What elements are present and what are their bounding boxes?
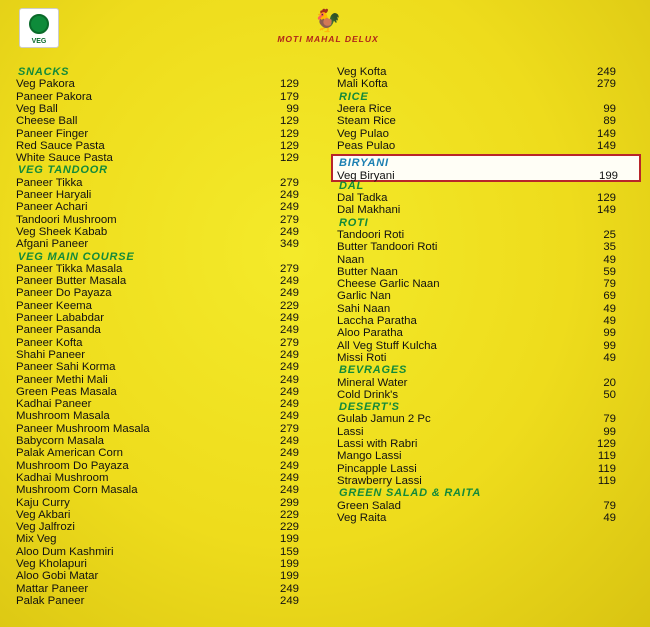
menu-item-name: Butter Naan [337,265,398,278]
menu-item-price: 249 [279,594,299,607]
menu-item-name: Garlic Nan [337,290,391,303]
menu-item-price: 199 [598,170,618,182]
menu-item-price: 249 [279,189,299,201]
category-heading: DESERT'S [339,401,400,414]
menu-item-price: 199 [279,570,299,583]
menu-item-name: Paneer Haryali [16,189,92,201]
menu-item-price: 79 [603,499,616,512]
menu-item-name: Kadhai Paneer [16,398,92,411]
menu-item-price: 279 [279,422,299,435]
menu-item-price: 119 [597,462,616,475]
menu-item-price: 149 [596,139,616,152]
menu-item-name: Veg Akbari [16,508,71,521]
menu-item-price: 249 [279,312,299,324]
menu-item-price: 129 [279,78,299,91]
menu-item-name: Lassi with Rabri [337,438,418,450]
menu-item-name: Red Sauce Pasta [16,139,105,152]
menu-item-name: Babycorn Masala [16,435,105,447]
category-heading: BIRYANI [339,157,389,169]
brand-header [258,9,398,44]
menu-item-name: Peas Pulao [337,139,396,152]
menu-item-price: 99 [603,425,616,438]
menu-item-name: Shahi Paneer [16,348,86,361]
menu-item-price: 99 [286,102,299,115]
menu-item-name: Laccha Paratha [337,315,417,327]
menu-item-name: Paneer Kofta [16,336,83,349]
menu-item-price: 249 [279,348,299,361]
menu-item-name: Paneer Do Payaza [16,287,112,300]
menu-item-price: 199 [279,558,299,570]
menu-item-price: 59 [603,265,616,278]
menu-item-name: Veg Pulao [337,127,389,140]
menu-item-name: Tandoori Mushroom [16,213,117,226]
menu-item-price: 20 [603,376,616,389]
menu-item-price: 249 [279,385,299,398]
menu-item-price: 35 [603,241,616,254]
menu-item-price: 99 [603,102,616,115]
menu-item-name: Paneer Keema [16,299,92,312]
menu-item-name: Aloo Gobi Matar [16,570,99,583]
menu-item-name: Veg Ball [16,102,58,115]
menu-item-price: 99 [603,327,616,340]
menu-item-name: Paneer Tikka [16,176,83,189]
menu-item-price: 279 [279,176,299,189]
category-heading: VEG TANDOOR [18,164,108,177]
menu-item-price: 249 [279,361,299,374]
menu-item-price: 49 [603,351,616,364]
biryani-highlight-box [331,154,641,182]
menu-item-name: Pincapple Lassi [337,462,417,475]
menu-item-price: 49 [603,302,616,315]
menu-item-price: 249 [279,373,299,386]
menu-item-name: Kaju Curry [16,496,70,509]
menu-item-name: Palak Paneer [16,594,85,607]
menu-item-price: 299 [279,496,299,509]
menu-item-name: Gulab Jamun 2 Pc [337,413,431,426]
menu-item-name: Mineral Water [337,376,408,389]
menu-item-name: Mushroom Corn Masala [16,484,138,497]
menu-item-name: White Sauce Pasta [16,152,113,165]
menu-item-name: Lassi [337,425,364,438]
menu-item-name: Paneer Butter Masala [16,275,127,288]
menu-item-price: 249 [279,459,299,472]
menu-item-price: 249 [279,324,299,337]
menu-item-name: Veg Raita [337,511,387,524]
menu-item-name: Kadhai Mushroom [16,471,109,484]
menu-item-price: 249 [279,398,299,411]
menu-item-name: Cold Drink's [337,388,399,401]
menu-item-price: 79 [603,278,616,291]
menu-item-price: 279 [279,336,299,349]
menu-item-price: 229 [279,508,299,521]
menu-item-price: 79 [603,413,616,426]
menu-item-name: Missi Roti [337,351,387,364]
menu-item-price: 249 [279,410,299,423]
menu-item-price: 25 [603,228,616,241]
menu-item-name: Aloo Paratha [337,327,403,340]
menu-item-price: 249 [279,484,299,497]
menu-item-name: Veg Pakora [16,78,75,91]
menu-item-price: 50 [603,388,616,401]
menu-item-name: Paneer Mushroom Masala [16,422,150,435]
menu-item-name: Green Salad [337,499,401,512]
menu-item-name: Afgani Paneer [16,238,89,251]
category-heading: SNACKS [18,66,70,78]
menu-item-price: 49 [603,315,616,327]
menu-item-price: 129 [596,192,616,204]
menu-item-name: Veg Sheek Kabab [16,225,108,238]
menu-item-price: 279 [596,78,616,91]
menu-item-name: Aloo Dum Kashmiri [16,545,114,558]
menu-item-name: Veg Kofta [337,66,387,78]
menu-item-price: 119 [597,474,616,487]
menu-item-name: Paneer Pakora [16,90,92,103]
menu-item-name: Naan [337,253,365,266]
menu-item-price: 129 [279,139,299,152]
menu-item-price: 249 [279,287,299,300]
menu-item-price: 49 [603,511,616,524]
menu-item-price: 249 [279,225,299,238]
menu-item-name: Mushroom Masala [16,410,110,423]
menu-item-name: Mattar Paneer [16,582,89,595]
menu-item-name: Green Peas Masala [16,385,117,398]
menu-item-name: Veg Biryani [337,170,395,182]
menu-item-price: 49 [603,253,616,266]
brand-name: MOTI MAHAL DELUX [277,34,379,44]
menu-item-name: Veg Jalfrozi [16,521,75,534]
veg-label: VEG [31,38,47,45]
menu-item-name: Sahi Naan [337,302,391,315]
menu-item-name: Paneer Finger [16,127,89,140]
menu-item-price: 199 [279,533,299,546]
menu-item-price: 179 [279,90,299,103]
menu-item-price: 249 [279,435,299,447]
menu-item-name: Paneer Sahi Korma [16,361,116,374]
menu-item-price: 229 [279,299,299,312]
menu-item-name: Paneer Lababdar [16,312,105,324]
menu-item-price: 229 [279,521,299,534]
menu-item-price: 129 [596,438,616,450]
menu-item-name: Cheese Ball [16,115,78,128]
menu-item-price: 99 [603,339,616,352]
menu-item-name: Mali Kofta [337,78,388,91]
menu-item-name: Steam Rice [337,115,396,128]
category-heading: BEVRAGES [339,364,408,377]
menu-item-price: 279 [279,262,299,275]
menu-item-name: Mango Lassi [337,450,402,463]
menu-item-price: 249 [279,447,299,460]
category-heading: GREEN SALAD & RAITA [339,487,482,500]
menu-item-name: Palak American Corn [16,447,123,460]
menu-item-name: Strawberry Lassi [337,474,422,487]
menu-item-name: All Veg Stuff Kulcha [337,339,437,352]
menu-item-name: Cheese Garlic Naan [337,278,440,291]
menu-item-price: 119 [597,450,616,463]
menu-item-price: 249 [279,275,299,288]
menu-item-name: Jeera Rice [337,102,392,115]
menu-item-name: Veg Kholapuri [16,558,87,570]
menu-item-price: 89 [603,115,616,128]
category-heading: ROTI [339,216,369,229]
menu-item-name: Tandoori Roti [337,228,405,241]
menu-item-price: 349 [279,238,299,251]
menu-item-price: 159 [279,545,299,558]
menu-item-price: 249 [279,471,299,484]
menu-item-price: 249 [279,582,299,595]
category-heading: VEG MAIN COURSE [18,250,135,263]
menu-item-name: Paneer Pasanda [16,324,101,337]
category-heading: DAL [339,179,365,192]
menu-item-name: Mix Veg [16,533,57,546]
veg-logo [19,8,59,48]
menu-item-price: 249 [596,66,616,78]
menu-item-price: 129 [279,127,299,140]
menu-item-name: Dal Makhani [337,204,401,217]
menu-item-name: Dal Tadka [337,192,388,204]
menu-item-price: 69 [603,290,616,303]
menu-item-name: Paneer Methi Mali [16,373,108,386]
menu-item-price: 249 [279,201,299,214]
menu-item-name: Paneer Tikka Masala [16,262,123,275]
category-heading: RICE [339,90,369,103]
menu-item-price: 129 [279,152,299,165]
menu-item-price: 149 [596,204,616,217]
menu-item-price: 279 [279,213,299,226]
veg-dot-icon [29,14,49,34]
menu-item-name: Butter Tandoori Roti [337,241,438,254]
menu-item-name: Mushroom Do Payaza [16,459,129,472]
rooster-icon: 🐓 [314,8,342,33]
menu-item-price: 149 [596,127,616,140]
menu-item-name: Paneer Achari [16,201,88,214]
menu-item-price: 129 [279,115,299,128]
